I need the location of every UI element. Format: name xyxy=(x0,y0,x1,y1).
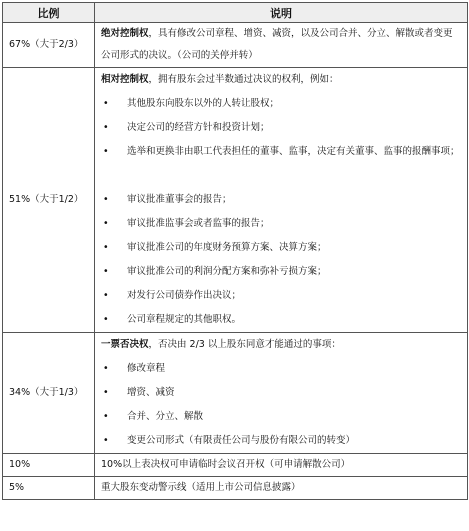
description-column-header: 说明 xyxy=(95,3,468,23)
list-item: • 决定公司的经营方针和投资计划； xyxy=(101,116,462,140)
list-item: • 审议批准公司的年度财务预算方案、决算方案； xyxy=(101,236,462,260)
description-text: ，否决由 2/3 以上股东同意才能通过的事项： xyxy=(148,339,341,350)
ratio-cell: 51%（大于1/2） xyxy=(3,68,95,333)
description-cell xyxy=(95,68,468,333)
description-text: ，拥有股东会过半数通过决议的权利，例如： xyxy=(148,74,339,85)
table-row xyxy=(3,68,468,333)
power-list xyxy=(101,92,462,332)
description-cell: 重大股东变动警示线（适用上市公司信息披露） xyxy=(95,477,468,500)
list-item: • 修改章程 xyxy=(101,357,462,381)
ratio-cell: 67%（大于2/3） xyxy=(3,23,95,68)
table-row xyxy=(3,333,468,454)
description-cell: 10%以上表决权可申请临时会议召开权（可申请解散公司） xyxy=(95,454,468,477)
description-intro xyxy=(101,333,462,357)
list-item: • 公司章程规定的其他职权。 xyxy=(101,308,462,332)
table-row xyxy=(3,454,468,477)
table-row xyxy=(3,477,468,500)
list-item: • 审议批准董事会的报告； xyxy=(101,188,462,212)
control-type-title: 相对控制权 xyxy=(101,74,149,85)
control-type-title: 绝对控制权 xyxy=(101,28,149,39)
ratio-cell: 34%（大于1/3） xyxy=(3,333,95,454)
list-item: • 审议批准公司的利润分配方案和弥补亏损方案； xyxy=(101,260,462,284)
control-type-title: 一票否决权 xyxy=(101,339,149,350)
list-item: • 选举和更换非由职工代表担任的董事、监事，决定有关董事、监事的报酬事项； xyxy=(101,140,462,188)
description-text: ，具有修改公司章程、增资、减资，以及公司合并、分立、解散或者变更公司形式的决议。（公司的关停并转） xyxy=(101,28,453,61)
ratio-cell: 10% xyxy=(3,454,95,477)
list-item: • 增资、减资 xyxy=(101,381,462,405)
list-item: • 其他股东向股东以外的人转让股权； xyxy=(101,92,462,116)
table-row xyxy=(3,23,468,68)
list-item: • 对发行公司债券作出决议； xyxy=(101,284,462,308)
ratio-column-header: 比例 xyxy=(3,3,95,23)
description-cell xyxy=(95,333,468,454)
description-cell xyxy=(95,23,468,68)
list-item: • 合并、分立、解散 xyxy=(101,405,462,429)
description-intro xyxy=(101,68,462,92)
shareholding-table xyxy=(2,2,468,500)
ratio-cell: 5% xyxy=(3,477,95,500)
veto-matter-list xyxy=(101,357,462,453)
table-header-row xyxy=(3,3,468,23)
list-item: • 审议批准监事会或者监事的报告； xyxy=(101,212,462,236)
list-item: • 变更公司形式（有限责任公司与股份有限公司的转变） xyxy=(101,429,462,453)
